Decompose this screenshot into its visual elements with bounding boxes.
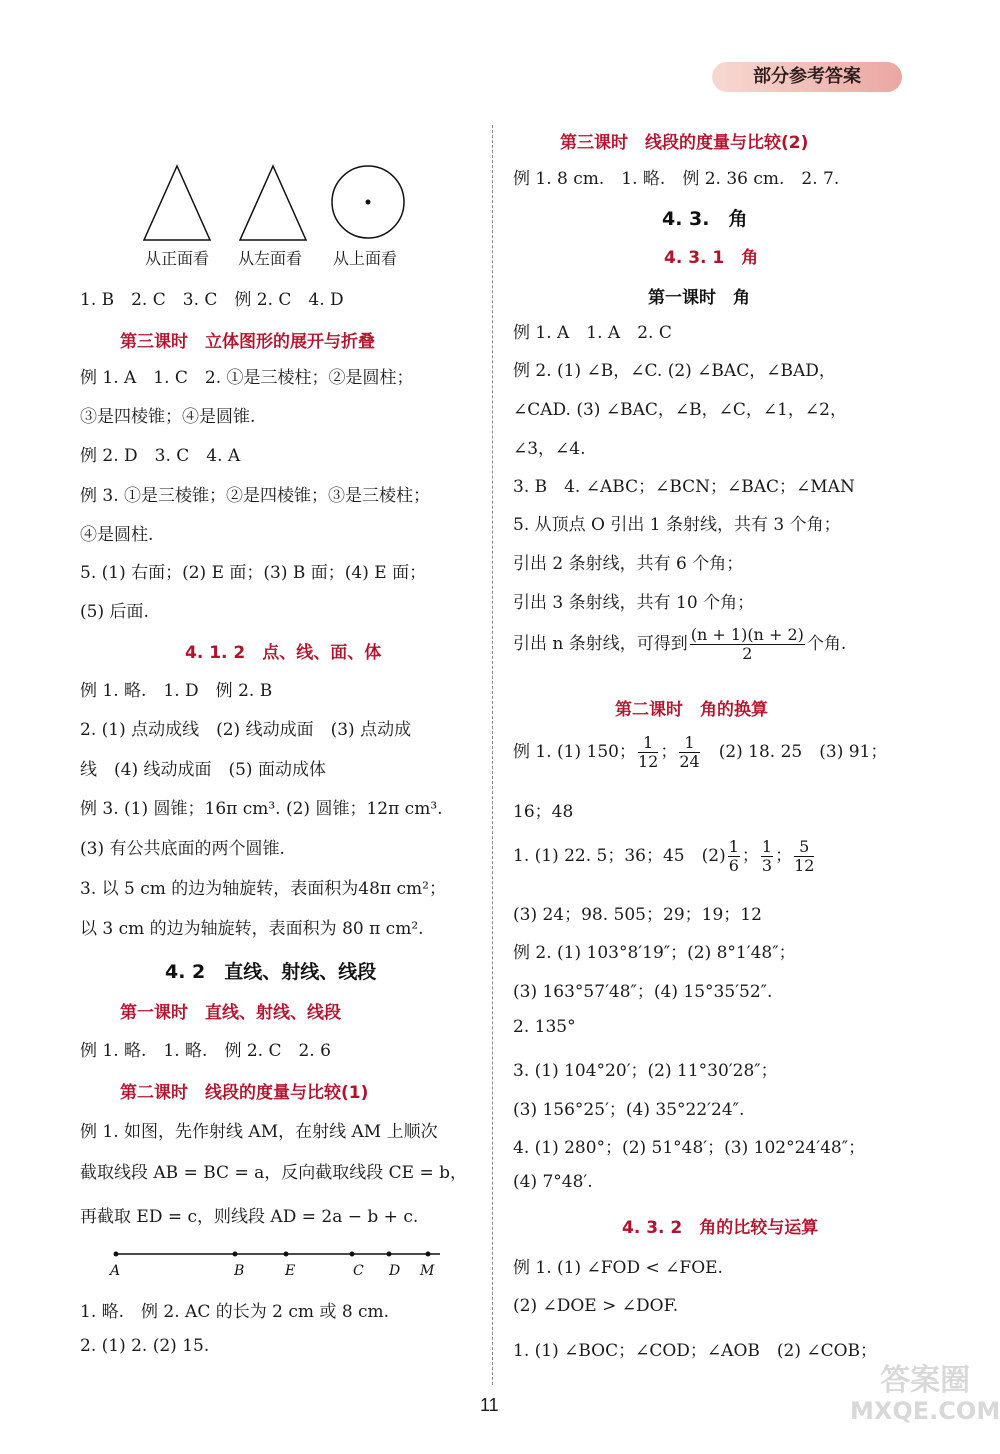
text-prefix: 1. (1) 22. 5；36；45 (2) — [513, 846, 726, 866]
numerator: 1 — [679, 734, 699, 753]
answer-line: 例 1. 8 cm. 1. 略. 例 2. 36 cm. 2. 7. — [513, 169, 840, 189]
answer-line-fraction — [513, 626, 846, 663]
answer-line: 例 2. (1) 103°8′19″；(2) 8°1′48″； — [513, 943, 796, 963]
denominator: 6 — [728, 856, 739, 875]
point-m — [426, 1252, 431, 1257]
label-d: D — [389, 1263, 401, 1279]
numerator: 5 — [794, 838, 814, 857]
chapter-heading: 4. 2 直线、射线、线段 — [165, 961, 377, 983]
answer-line: 3. (1) 104°20′；(2) 11°30′28″； — [513, 1061, 778, 1081]
answer-line: 5. (1) 右面；(2) E 面；(3) B 面；(4) E 面； — [80, 563, 427, 583]
answer-line: (3) 24；98. 505；29；19；12 — [513, 905, 762, 925]
lesson-heading: 第三课时 立体图形的展开与折叠 — [120, 332, 375, 352]
point-c — [350, 1252, 355, 1257]
answer-line: ③是四棱锥；④是圆锥. — [80, 407, 256, 427]
lesson-heading: 第二课时 角的换算 — [615, 700, 768, 720]
left-view-label: 从左面看 — [238, 249, 303, 268]
column-divider — [492, 125, 493, 1385]
answer-line: 4. (1) 280°；(2) 51°48′；(3) 102°24′48″； — [513, 1138, 866, 1158]
answer-line: 例 1. A 1. C 2. ①是三棱柱；②是圆柱； — [80, 368, 414, 388]
denominator: 3 — [761, 856, 773, 875]
answer-line: (5) 后面. — [80, 602, 149, 622]
denominator: 24 — [679, 752, 700, 771]
text-suffix: 个角. — [806, 634, 847, 654]
answer-line: 2. (1) 2. (2) 15. — [80, 1336, 210, 1356]
answer-line-fraction: 1. (1) 22. 5；36；45 (2) $\frac{1}{6}$ ； $\frac{1}{3}$ ； $\frac{5}{12}$ — [513, 837, 815, 875]
answer-line: 例 1. 略. 1. 略. 例 2. C 2. 6 — [80, 1041, 331, 1061]
answer-line: (3) 163°57′48″；(4) 15°35′52″. — [513, 982, 773, 1002]
front-view-triangle — [144, 166, 210, 240]
watermark — [850, 1363, 1000, 1426]
answer-line: 例 2. D 3. C 4. A — [80, 446, 241, 466]
answer-line: ∠CAD. (3) ∠BAC，∠B，∠C，∠1，∠2， — [513, 400, 847, 420]
point-d — [387, 1252, 392, 1257]
subsection-heading: 4. 3. 2 角的比较与运算 — [622, 1218, 819, 1238]
answer-line: (2) ∠DOE > ∠DOF. — [513, 1296, 679, 1316]
answer-line: 例 1. A 1. A 2. C — [513, 323, 672, 343]
answer-line: 引出 2 条射线，共有 6 个角； — [513, 554, 744, 574]
section-tag: 部分参考答案 — [712, 62, 902, 92]
segment-diagram — [100, 1242, 450, 1282]
answer-line: 1. 略. 例 2. AC 的长为 2 cm 或 8 cm. — [80, 1302, 390, 1322]
numerator: 1 — [638, 734, 658, 753]
answer-line: 引出 3 条射线，共有 10 个角； — [513, 593, 755, 613]
answer-line: 再截取 ED = c，则线段 AD = 2a − b + c. — [80, 1207, 419, 1227]
label-a: A — [110, 1263, 121, 1279]
point-b — [233, 1252, 238, 1257]
answer-line: 例 3. ①是三棱锥；②是四棱锥；③是三棱柱； — [80, 486, 431, 506]
denominator: 2 — [742, 644, 753, 663]
section-heading: 4. 3. 角 — [662, 208, 748, 230]
label-m: M — [420, 1263, 435, 1279]
separator: ； — [660, 742, 678, 762]
answer-line: 5. 从顶点 O 引出 1 条射线，共有 3 个角； — [513, 515, 841, 535]
answer-line: (3) 156°25′；(4) 35°22′24″. — [513, 1100, 745, 1120]
numerator: 1 — [728, 837, 739, 856]
watermark-top: 答案圈 — [880, 1363, 971, 1398]
answer-line: 3. 以 5 cm 的边为轴旋转，表面积为48π cm²； — [80, 879, 446, 899]
answer-line: 例 3. (1) 圆锥；16π cm³. (2) 圆锥；12π cm³. — [80, 799, 443, 819]
top-view-center-dot — [366, 200, 371, 205]
answer-line: 例 1. (1) ∠FOD < ∠FOE. — [513, 1258, 723, 1278]
label-e: E — [285, 1263, 296, 1279]
text-prefix: 引出 n 条射线，可得到 — [513, 634, 688, 654]
answer-line: 1. B 2. C 3. C 例 2. C 4. D — [80, 290, 344, 310]
answer-line: 例 1. 如图，先作射线 AM，在射线 AM 上顺次 — [80, 1122, 438, 1142]
three-views-figure — [130, 160, 430, 250]
lesson-heading: 第二课时 线段的度量与比较(1) — [120, 1083, 369, 1103]
text-suffix: (2) 18. 25 (3) 91； — [718, 742, 888, 762]
answer-line: 截取线段 AB = BC = a，反向截取线段 CE = b， — [80, 1163, 467, 1183]
left-view-triangle — [240, 166, 306, 240]
fraction — [679, 734, 699, 771]
numerator: (n + 1)(n + 2) — [690, 625, 804, 644]
answer-line: ∠3，∠4. — [513, 439, 586, 459]
lesson-heading: 第一课时 直线、射线、线段 — [120, 1003, 341, 1023]
answer-line: (4) 7°48′. — [513, 1172, 593, 1192]
lesson-heading: 第三课时 线段的度量与比较(2) — [560, 133, 809, 153]
fraction — [728, 838, 740, 875]
top-view-label: 从上面看 — [333, 249, 398, 268]
watermark-bottom: MXQE.COM — [850, 1397, 1000, 1425]
subsection-heading: 4. 3. 1 角 — [664, 248, 759, 268]
answer-line: 2. (1) 点动成线 (2) 线动成面 (3) 点动成 — [80, 720, 412, 740]
point-e — [284, 1252, 289, 1257]
numerator: 1 — [761, 837, 773, 856]
denominator: 12 — [637, 752, 659, 771]
fraction — [794, 838, 814, 875]
answer-line: ④是圆柱. — [80, 525, 154, 545]
answer-line: 以 3 cm 的边为轴旋转，表面积为 80 π cm². — [80, 919, 424, 939]
label-c: C — [353, 1263, 364, 1279]
label-b: B — [234, 1263, 245, 1279]
section-heading: 4. 1. 2 点、线、面、体 — [185, 643, 382, 663]
answer-line: 例 2. (1) ∠B，∠C. (2) ∠BAC，∠BAD， — [513, 361, 836, 381]
lesson-heading: 第一课时 角 — [648, 288, 750, 308]
point-a — [114, 1252, 119, 1257]
page-number: 11 — [480, 1395, 499, 1415]
answer-line: (3) 有公共底面的两个圆锥. — [80, 839, 285, 859]
answer-line: 1. (1) ∠BOC；∠COD；∠AOB (2) ∠COB； — [513, 1341, 878, 1361]
front-view-label: 从正面看 — [145, 249, 210, 268]
denominator: 12 — [794, 856, 815, 875]
answer-line: 3. B 4. ∠ABC；∠BCN；∠BAC；∠MAN — [513, 477, 855, 497]
answer-line: 线 (4) 线动成面 (5) 面动成体 — [80, 760, 326, 780]
text-prefix: 例 1. (1) 150； — [513, 742, 636, 762]
fraction — [638, 734, 658, 771]
fraction — [690, 626, 805, 663]
fraction — [761, 838, 773, 875]
answer-line: 2. 135° — [513, 1017, 576, 1037]
answer-line: 例 1. 略. 1. D 例 2. B — [80, 681, 273, 701]
answer-line-fraction — [513, 734, 887, 771]
answer-line: 16；48 — [513, 802, 574, 822]
